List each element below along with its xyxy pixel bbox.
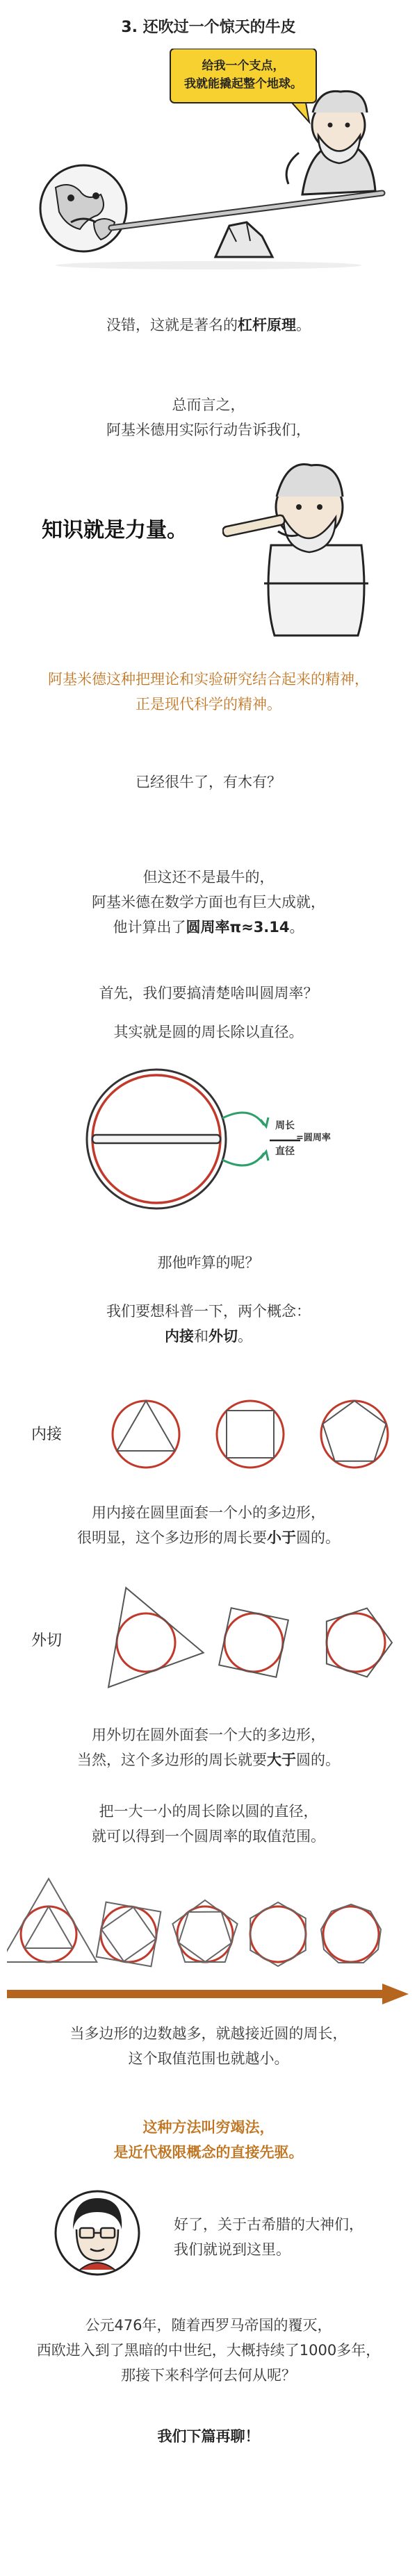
concept-outer: 外切 — [208, 1328, 238, 1345]
inscribed-line-1: 用内接在圆里面套一个小的多边形， — [92, 1504, 325, 1521]
inscribed-line-2-end: 圆的。 — [296, 1529, 340, 1546]
section-title: 3. 还吹过一个惊天的牛皮 — [121, 19, 296, 36]
circumscribed-label: 外切 — [31, 1632, 63, 1650]
awesome-text: 已经很牛了，有木有？ — [136, 774, 281, 790]
circumscribed-line-2-pre: 当然，这个多边形的周长就要 — [77, 1752, 267, 1768]
spirit-line-2: 正是现代科学的精神。 — [136, 696, 281, 713]
lever-principle: 杠杆原理 — [238, 317, 296, 333]
first-line-1: 首先，我们要搞清楚啥叫圆周率？ — [99, 985, 318, 1002]
archimedes-scroll-illustration — [222, 455, 396, 642]
circumscribed-polygons — [97, 1584, 403, 1695]
concepts-line-1: 我们要想科普一下，两个概念： — [106, 1303, 311, 1320]
circumscribed-square-icon — [219, 1608, 288, 1677]
circumscribed-line-2-end: 圆的。 — [296, 1752, 340, 1768]
circumscribed-description — [0, 1722, 417, 1772]
summary-line-1: 总而言之， — [172, 397, 245, 413]
progression-square-icon — [97, 1902, 161, 1967]
pi-value: 圆周率π≈3.14 — [186, 919, 290, 936]
science-spirit — [0, 667, 417, 717]
pi-line-2: 阿基米德在数学方面也有巨大成就， — [92, 894, 325, 911]
concept-inner: 内接 — [165, 1328, 194, 1345]
fulcrum-icon — [215, 222, 272, 257]
speech-line-1: 给我一个支点， — [202, 59, 285, 73]
knowledge-is-power: 知识就是力量。 — [42, 518, 188, 542]
ending-line-2: 西欧进入到了黑暗的中世纪，大概持续了1000多年， — [36, 2342, 381, 2359]
circumscribed-line-1: 用外切在圆外面套一个大的多边形， — [92, 1727, 325, 1743]
polygon-progression — [7, 1875, 410, 2007]
lever-text-plain: 没错，这就是著名的 — [106, 317, 238, 333]
inscribed-description — [0, 1500, 417, 1550]
inscribed-pentagon-icon — [321, 1401, 388, 1468]
narrator-avatar — [52, 2188, 142, 2278]
exhaustion-method — [0, 2115, 417, 2165]
ending-line-1: 公元476年，随着西罗马帝国的覆灭， — [85, 2317, 332, 2334]
formula-denominator: 直径 — [275, 1146, 295, 1157]
globe-icon — [40, 165, 126, 251]
approach-line-2: 这个取值范围也就越小。 — [128, 2050, 289, 2067]
exhaustion-line-1: 这种方法叫穷竭法， — [142, 2119, 275, 2136]
narrator-text — [174, 2212, 403, 2262]
progression-pentagon-icon — [170, 1896, 243, 1968]
progression-hexagon-icon — [250, 1902, 306, 1966]
formula-numerator: 周长 — [275, 1120, 295, 1131]
circumscribed-triangle-icon — [97, 1584, 204, 1687]
see-you-next: 我们下篇再聊！ — [157, 2428, 260, 2445]
pi-definition — [0, 981, 417, 1045]
approach-line-1: 当多边形的边数越多，就越接近圆的周长， — [70, 2025, 348, 2042]
ending-line-3: 那接下来科学何去何从呢？ — [121, 2367, 296, 2384]
concept-and: 和 — [194, 1328, 208, 1345]
lever-end: 。 — [296, 317, 311, 333]
summary-text — [0, 392, 417, 442]
circumscribed-pentagon-icon — [314, 1597, 400, 1681]
inscribed-line-2-pre: 很明显，这个多边形的周长要 — [77, 1529, 267, 1546]
speech-line-2: 我就能撬起整个地球。 — [184, 77, 302, 91]
pi-line-3 — [0, 915, 417, 940]
progression-triangle-icon — [7, 1879, 97, 1962]
formula-result: =圆周率 — [296, 1133, 331, 1143]
lever-text — [0, 313, 417, 338]
pi-line-3-pre: 他计算出了 — [113, 919, 186, 936]
speech-bubble — [170, 57, 316, 93]
inscribed-square-icon — [217, 1401, 284, 1468]
pi-intro — [0, 865, 417, 940]
pi-line-3-end: 。 — [289, 919, 304, 936]
approach-text — [0, 2021, 417, 2071]
progress-arrow-icon — [7, 1984, 409, 2004]
first-line-2: 其实就是圆的周长除以直径。 — [113, 1024, 304, 1040]
narrator-line-1: 好了，关于古希腊的大神们， — [174, 2216, 363, 2233]
inscribed-label: 内接 — [31, 1426, 63, 1443]
range-line-2: 就可以得到一个圆周率的取值范围。 — [92, 1828, 325, 1845]
pi-circle-diagram — [83, 1063, 334, 1222]
archimedes-scroll-icon — [222, 464, 368, 635]
narrator-avatar-icon — [56, 2191, 139, 2275]
ending-text — [0, 2313, 417, 2388]
lever-illustration — [28, 49, 389, 278]
inscribed-less: 小于 — [267, 1529, 296, 1546]
summary-line-2: 阿基米德用实际行动告诉我们， — [106, 422, 311, 438]
exhaustion-line-2: 是近代极限概念的直接先驱。 — [113, 2144, 304, 2161]
inscribed-polygons — [104, 1393, 396, 1476]
concept-end: 。 — [238, 1328, 252, 1345]
how-text: 那他咋算的呢？ — [157, 1254, 260, 1271]
inscribed-triangle-icon — [113, 1401, 179, 1468]
spirit-line-1: 阿基米德这种把理论和实验研究结合起来的精神， — [48, 671, 369, 688]
circumscribed-greater: 大于 — [267, 1752, 296, 1768]
range-text — [0, 1799, 417, 1849]
concepts-text — [0, 1299, 417, 1349]
pi-line-1: 但这还不是最牛的， — [142, 869, 275, 886]
narrator-line-2: 我们就说到这里。 — [174, 2241, 291, 2258]
progression-many-sided-icon — [321, 1904, 381, 1963]
range-line-1: 把一大一小的周长除以圆的直径， — [99, 1803, 318, 1820]
